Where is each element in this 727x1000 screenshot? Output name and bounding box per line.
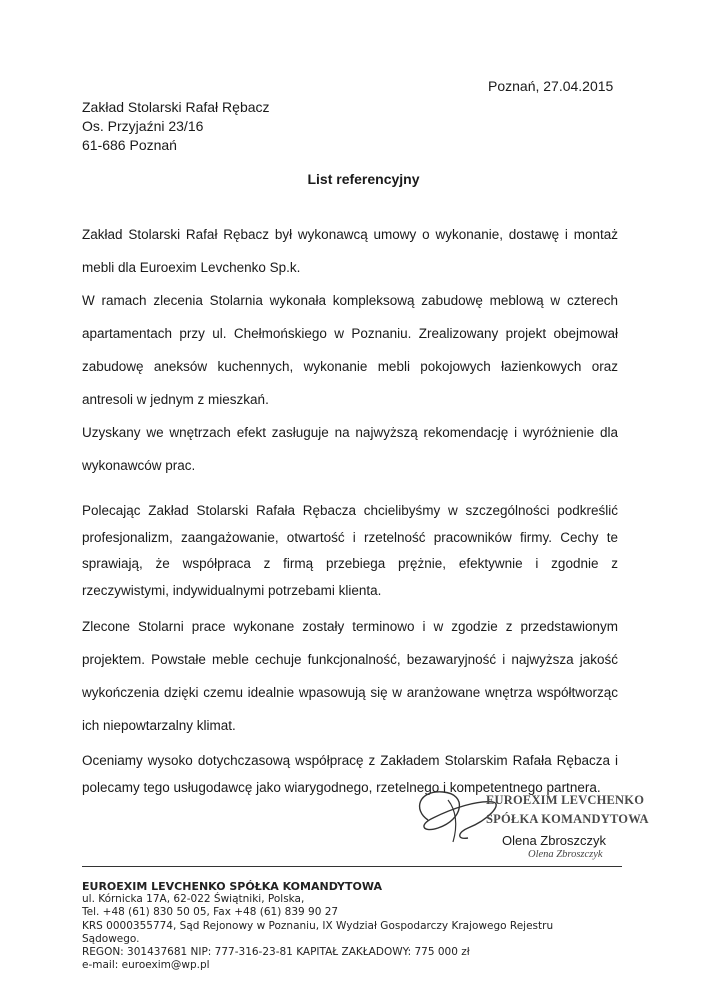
footer-email: e-mail: euroexim@wp.pl <box>82 959 210 972</box>
footer-phone: Tel. +48 (61) 830 50 05, Fax +48 (61) 839 90 27 <box>82 906 339 919</box>
recipient-name: Zakład Stolarski Rafał Rębacz <box>82 99 270 115</box>
footer-divider <box>82 866 622 867</box>
footer-address: ul. Kórnicka 17A, 62-022 Świątniki, Polska, <box>82 893 305 906</box>
signer-name: Olena Zbroszczyk <box>502 833 607 848</box>
recipient-street: Os. Przyjaźni 23/16 <box>82 118 204 134</box>
letter-date: Poznań, 27.04.2015 <box>488 78 614 94</box>
recipient-city: 61-686 Poznań <box>82 137 177 153</box>
letter-body <box>82 218 618 801</box>
footer-krs: KRS 0000355774, Sąd Rejonowy w Poznaniu, IX Wydział Gospodarczy Krajowego Rejestru <box>82 919 554 932</box>
footer-regon: REGON: 301437681 NIP: 777-316-23-81 KAPITAŁ ZAKŁADOWY: 775 000 zł <box>82 946 470 959</box>
letter-title: List referencyjny <box>307 171 420 187</box>
signer-stamp: Olena Zbroszczyk <box>528 849 603 860</box>
company-footer <box>82 880 553 972</box>
footer-krs-cont: Sądowego. <box>82 932 140 945</box>
stamp-line-1: EUROEXIM LEVCHENKO <box>486 793 645 807</box>
recipient-address <box>82 98 270 155</box>
paragraph-5: Zlecone Stolarni prace wykonane zostały terminowo i w zgodzie z przedstawionym projektem. Powstałe meble cechuje funkcjonalność, bezawaryjność i najwyższa jakość wykończenia dzięki czemu idealnie wpasowują się w aranżowane wnętrza współtworząc ich niepowtarzalny klimat. <box>82 619 618 733</box>
paragraph-3: Uzyskany we wnętrzach efekt zasługuje na najwyższą rekomendację i wyróżnienie dla wykonawców prac. <box>82 425 618 473</box>
footer-company-name: EUROEXIM LEVCHENKO SPÓŁKA KOMANDYTOWA <box>82 880 382 893</box>
paragraph-2: W ramach zlecenia Stolarnia wykonała kompleksową zabudowę meblową w czterech apartamentach przy ul. Chełmońskiego w Poznaniu. Zrealizowany projekt obejmował zabudowę aneksów kuchennych, wykonanie mebli pokojowych łazienkowych oraz antresoli w jednym z mieszkań. <box>82 293 618 407</box>
paragraph-1: Zakład Stolarski Rafał Rębacz był wykonawcą umowy o wykonanie, dostawę i montaż mebli dla Euroexim Levchenko Sp.k. <box>82 227 618 275</box>
paragraph-4: Polecając Zakład Stolarski Rafała Rębacza chcielibyśmy w szczególności podkreślić profesjonalizm, zaangażowanie, otwartość i rzetelność pracowników firmy. Cechy te sprawiają, że współpraca z firmą przebiega prężnie, efektywnie i zgodnie z rzeczywistymi, indywidualnymi potrzebami klienta. <box>82 503 618 598</box>
stamp-line-2: SPÓŁKA KOMANDYTOWA <box>486 812 649 826</box>
company-stamp <box>486 791 649 829</box>
paragraph-6: Oceniamy wysoko dotychczasową współpracę z Zakładem Stolarskim Rafała Rębacza i polecamy tego usługodawcę jako wiarygodnego, rzetelnego i kompetentnego partnera. <box>82 753 618 795</box>
